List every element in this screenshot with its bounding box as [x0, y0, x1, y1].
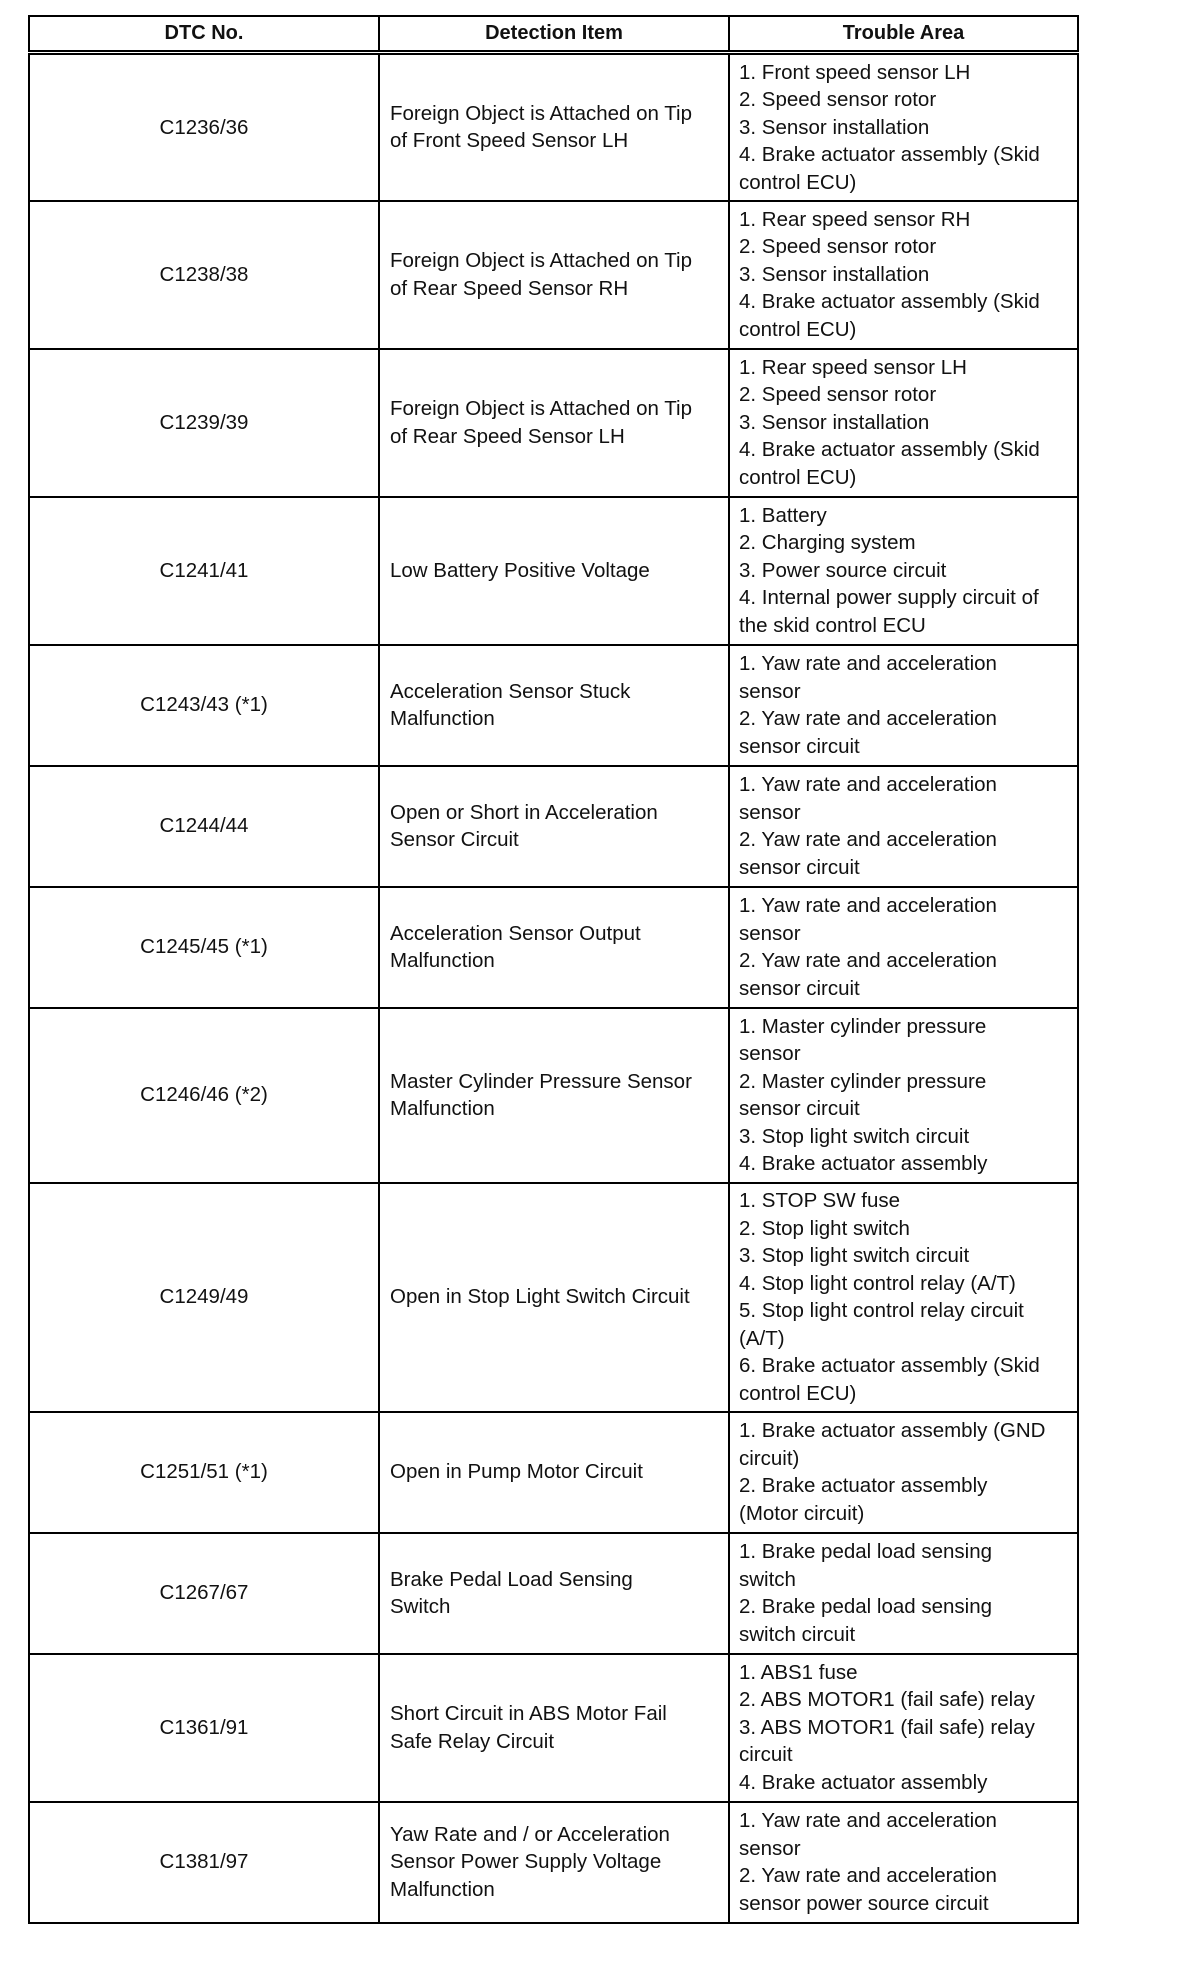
trouble-area-line: control ECU) [739, 170, 857, 194]
dtc-code-cell: C1249/49 [29, 1183, 379, 1412]
trouble-area-line: 1. Rear speed sensor RH [739, 207, 971, 231]
trouble-area-line: 5. Stop light control relay circuit [739, 1299, 1024, 1322]
dtc-code-cell: C1236/36 [29, 53, 379, 201]
trouble-area-cell [729, 201, 1078, 349]
trouble-area-line: control ECU) [739, 1381, 857, 1405]
detection-item-line: Master Cylinder Pressure Sensor [390, 1069, 692, 1093]
table-row [29, 1008, 1078, 1183]
table-row [29, 201, 1078, 349]
table-row [29, 1183, 1078, 1412]
table-row [29, 1533, 1078, 1654]
trouble-area-line: 4. Brake actuator assembly [739, 1152, 988, 1175]
detection-item-line: Low Battery Positive Voltage [390, 558, 650, 582]
trouble-area-line: 2. Master cylinder pressure [739, 1069, 987, 1093]
detection-item-line: Foreign Object is Attached on Tip [390, 101, 692, 125]
trouble-area-line: 4. Brake actuator assembly [739, 1770, 988, 1794]
trouble-area-line: circuit [739, 1743, 793, 1767]
detection-item-cell [379, 1533, 729, 1654]
detection-item-cell [379, 645, 729, 766]
table-row [29, 766, 1078, 887]
trouble-area-line: (A/T) [739, 1326, 785, 1350]
dtc-table [28, 15, 1079, 1924]
detection-item-line: Open in Stop Light Switch Circuit [390, 1285, 690, 1309]
trouble-area-line: 4. Brake actuator assembly (Skid [739, 143, 1040, 166]
trouble-area-line: 2. Charging system [739, 531, 916, 555]
trouble-area-line: sensor [739, 1836, 801, 1860]
trouble-area-cell [729, 1008, 1078, 1183]
header-dtc-no: DTC No. [29, 16, 379, 53]
trouble-area-cell [729, 53, 1078, 201]
trouble-area-cell [729, 1654, 1078, 1802]
trouble-area-line: sensor [739, 679, 801, 703]
detection-item-line: Acceleration Sensor Output [390, 921, 641, 945]
trouble-area-cell [729, 497, 1078, 645]
trouble-area-line: 2. Yaw rate and acceleration [739, 949, 997, 972]
trouble-area-line: (Motor circuit) [739, 1501, 865, 1525]
trouble-area-line: sensor circuit [739, 734, 860, 758]
trouble-area-cell [729, 766, 1078, 887]
header-detection-item: Detection Item [379, 16, 729, 53]
dtc-code-cell: C1246/46 (*2) [29, 1008, 379, 1183]
dtc-code-cell: C1244/44 [29, 766, 379, 887]
trouble-area-line: 3. Sensor installation [739, 410, 930, 434]
detection-item-line: Malfunction [390, 1097, 495, 1120]
trouble-area-line: 2. Speed sensor rotor [739, 235, 937, 259]
dtc-code-cell: C1361/91 [29, 1654, 379, 1802]
dtc-code-cell: C1267/67 [29, 1533, 379, 1654]
trouble-area-cell [729, 1533, 1078, 1654]
trouble-area-line: 2. Yaw rate and acceleration [739, 828, 997, 851]
trouble-area-line: 1. STOP SW fuse [739, 1189, 901, 1212]
detection-item-line: Sensor Circuit [390, 828, 519, 851]
trouble-area-line: switch [739, 1567, 796, 1591]
trouble-area-line: 1. Yaw rate and acceleration [739, 652, 997, 675]
trouble-area-line: sensor [739, 1042, 801, 1065]
trouble-area-line: sensor circuit [739, 1097, 860, 1120]
table-row [29, 1802, 1078, 1923]
trouble-area-line: 1. Yaw rate and acceleration [739, 1809, 997, 1832]
trouble-area-line: sensor power source circuit [739, 1891, 989, 1915]
trouble-area-line: 1. Yaw rate and acceleration [739, 773, 997, 796]
detection-item-cell [379, 1008, 729, 1183]
table-row [29, 645, 1078, 766]
table-row [29, 1412, 1078, 1533]
trouble-area-line: 2. Yaw rate and acceleration [739, 1864, 997, 1887]
trouble-area-line: sensor circuit [739, 976, 860, 1000]
trouble-area-line: control ECU) [739, 317, 857, 341]
detection-item-line: Foreign Object is Attached on Tip [390, 397, 692, 420]
trouble-area-line: 1. Brake actuator assembly (GND [739, 1419, 1046, 1442]
detection-item-line: Safe Relay Circuit [390, 1729, 555, 1753]
detection-item-line: Switch [390, 1595, 451, 1618]
detection-item-line: Malfunction [390, 707, 495, 730]
dtc-code-cell: C1241/41 [29, 497, 379, 645]
dtc-code-cell: C1243/43 (*1) [29, 645, 379, 766]
detection-item-cell [379, 1412, 729, 1533]
trouble-area-line: 1. Yaw rate and acceleration [739, 894, 997, 917]
trouble-area-line: 2. Yaw rate and acceleration [739, 707, 997, 730]
table-row [29, 887, 1078, 1008]
detection-item-line: of Rear Speed Sensor LH [390, 424, 625, 448]
dtc-code-cell: C1239/39 [29, 349, 379, 497]
trouble-area-cell [729, 1183, 1078, 1412]
trouble-area-cell [729, 1412, 1078, 1533]
trouble-area-line: 2. Stop light switch [739, 1216, 910, 1240]
table-row [29, 53, 1078, 201]
header-trouble-area: Trouble Area [729, 16, 1078, 53]
detection-item-line: Open in Pump Motor Circuit [390, 1460, 643, 1484]
trouble-area-line: 1. ABS1 fuse [739, 1660, 858, 1684]
trouble-area-cell [729, 887, 1078, 1008]
detection-item-cell [379, 1183, 729, 1412]
detection-item-line: Foreign Object is Attached on Tip [390, 249, 692, 272]
detection-item-line: Malfunction [390, 1877, 495, 1901]
detection-item-cell [379, 497, 729, 645]
detection-item-line: Open or Short in Acceleration [390, 800, 658, 824]
dtc-code-cell: C1245/45 (*1) [29, 887, 379, 1008]
detection-item-cell [379, 53, 729, 201]
trouble-area-line: 6. Brake actuator assembly (Skid [739, 1354, 1040, 1377]
detection-item-line: Brake Pedal Load Sensing [390, 1567, 633, 1591]
trouble-area-line: 3. Power source circuit [739, 558, 947, 582]
trouble-area-line: 4. Brake actuator assembly (Skid [739, 290, 1040, 314]
trouble-area-line: switch circuit [739, 1622, 856, 1646]
trouble-area-line: 1. Rear speed sensor LH [739, 355, 967, 379]
detection-item-line: Short Circuit in ABS Motor Fail [390, 1702, 667, 1725]
trouble-area-cell [729, 349, 1078, 497]
detection-item-cell [379, 349, 729, 497]
table-row [29, 349, 1078, 497]
detection-item-line: of Front Speed Sensor LH [390, 129, 629, 153]
trouble-area-line: sensor circuit [739, 855, 860, 879]
trouble-area-cell [729, 645, 1078, 766]
trouble-area-line: sensor [739, 921, 801, 945]
table-row [29, 1654, 1078, 1802]
detection-item-line: Sensor Power Supply Voltage [390, 1850, 662, 1874]
trouble-area-line: 2. Speed sensor rotor [739, 383, 937, 407]
trouble-area-line: 3. Stop light switch circuit [739, 1124, 970, 1148]
trouble-area-line: control ECU) [739, 465, 857, 489]
trouble-area-line: 1. Front speed sensor LH [739, 60, 971, 84]
trouble-area-line: 3. Sensor installation [739, 115, 930, 139]
trouble-area-line: 4. Internal power supply circuit of [739, 586, 1039, 610]
detection-item-cell [379, 1802, 729, 1923]
table-row [29, 497, 1078, 645]
dtc-code-cell: C1251/51 (*1) [29, 1412, 379, 1533]
trouble-area-line: 1. Battery [739, 503, 827, 527]
trouble-area-line: 4. Stop light control relay (A/T) [739, 1271, 1016, 1295]
trouble-area-line: 4. Brake actuator assembly (Skid [739, 438, 1040, 462]
trouble-area-line: 3. Sensor installation [739, 262, 930, 286]
trouble-area-cell [729, 1802, 1078, 1923]
trouble-area-line: 2. Brake pedal load sensing [739, 1595, 993, 1618]
trouble-area-line: 1. Brake pedal load sensing [739, 1540, 993, 1563]
trouble-area-line: sensor [739, 800, 801, 824]
trouble-area-line: the skid control ECU [739, 613, 926, 637]
table-body [29, 53, 1078, 1923]
dtc-code-cell: C1381/97 [29, 1802, 379, 1923]
detection-item-cell [379, 1654, 729, 1802]
trouble-area-line: 2. Speed sensor rotor [739, 88, 937, 111]
detection-item-line: Yaw Rate and / or Acceleration [390, 1822, 670, 1846]
trouble-area-line: 3. ABS MOTOR1 (fail safe) relay [739, 1715, 1035, 1739]
detection-item-cell [379, 201, 729, 349]
trouble-area-line: 2. Brake actuator assembly [739, 1474, 988, 1497]
dtc-code-cell: C1238/38 [29, 201, 379, 349]
trouble-area-line: 2. ABS MOTOR1 (fail safe) relay [739, 1688, 1035, 1712]
detection-item-line: Acceleration Sensor Stuck [390, 679, 631, 703]
detection-item-cell [379, 887, 729, 1008]
detection-item-line: of Rear Speed Sensor RH [390, 276, 629, 300]
trouble-area-line: 3. Stop light switch circuit [739, 1244, 970, 1267]
header-row [29, 16, 1078, 53]
trouble-area-line: 1. Master cylinder pressure [739, 1014, 987, 1038]
detection-item-line: Malfunction [390, 949, 495, 972]
detection-item-cell [379, 766, 729, 887]
trouble-area-line: circuit) [739, 1446, 800, 1470]
